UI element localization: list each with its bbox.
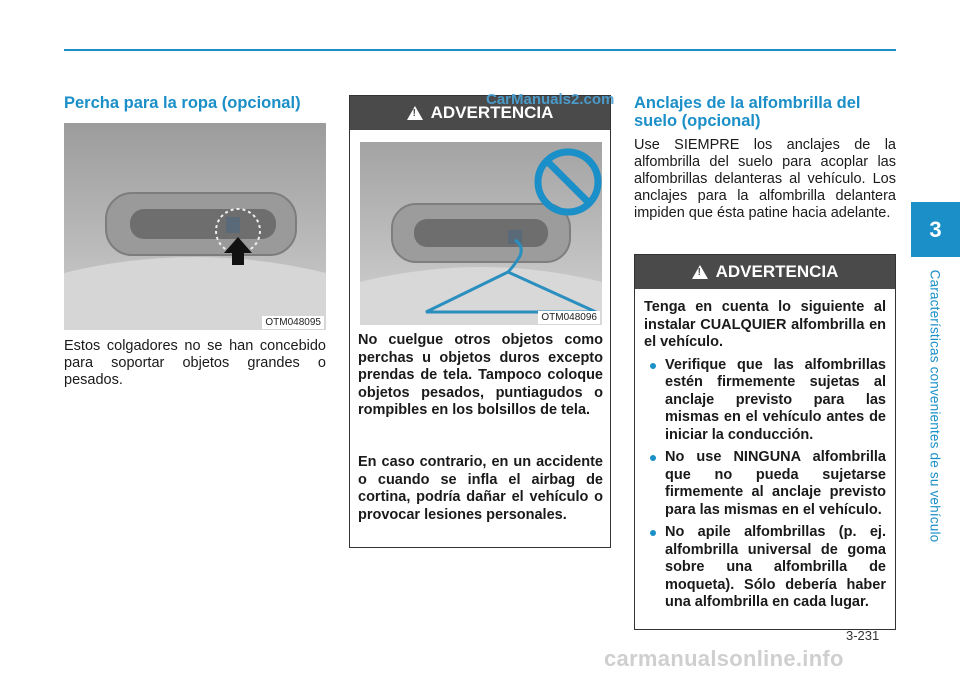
floor-mat-warning-box (634, 254, 896, 630)
list-item (644, 449, 886, 519)
list-item-text: Verifique que las alfombrillas estén firmemente sujetas al anclaje previsto para las mismas en el vehículo antes de iniciar la conducción. (665, 356, 886, 443)
list-item (644, 357, 886, 445)
floor-mat-warning-content (635, 289, 895, 612)
figure-code: OTM048095 (262, 316, 324, 329)
warning-triangle-icon (407, 106, 423, 120)
floor-mat-warning-intro: Tenga en cuenta lo siguiente al instalar CUALQUIER alfombrilla en el vehículo. (644, 299, 886, 350)
warning-header (635, 255, 895, 289)
warning-title: ADVERTENCIA (715, 262, 839, 281)
hook-warning-paragraph-1: No cuelgue otros objetos como perchas u objetos duros excepto prendas de tela. Tampoco coloque objetos pesados, puntiagudos o rompibles en los bolsillos de tela. (358, 332, 603, 418)
hook-warning-paragraph-2: En caso contrario, en un accidente o cuando se infla el airbag de cortina, podría dañar el vehículo o provocar lesiones personales. (358, 454, 603, 523)
top-rule (64, 49, 896, 51)
floor-mat-heading: Anclajes de la alfombrilla del suelo (opcional) (634, 94, 861, 130)
page-number: 3-231 (846, 628, 880, 643)
list-item-text: No use NINGUNA alfombrilla que no pueda sujetarse firmemente al anclaje previsto para las mismas en el vehículo. (665, 449, 886, 518)
warning-triangle-icon (692, 265, 708, 279)
bullet-icon (650, 530, 656, 536)
bullet-icon (650, 363, 656, 369)
coat-hook-photo (64, 123, 326, 330)
hanger-photo (360, 142, 602, 325)
watermark-bottom[interactable]: carmanualsonline.info (604, 646, 844, 671)
floor-mat-body: Use SIEMPRE los anclajes de la alfombrilla del suelo para acoplar las alfombrillas delanteras al vehículo. Los anclajes para la alfombrilla delantera impiden que ésta patine hacia adelante. (634, 137, 896, 221)
chapter-tab[interactable]: 3 (911, 202, 960, 257)
figure-code: OTM048096 (538, 311, 600, 324)
list-item (644, 524, 886, 612)
coat-hook-heading: Percha para la ropa (opcional) (64, 94, 301, 112)
chapter-title: Características convenientes de su vehículo (927, 269, 943, 543)
warning-title: ADVERTENCIA (430, 103, 554, 122)
bullet-icon (650, 455, 656, 461)
floor-mat-warning-list (644, 357, 886, 612)
watermark-top: CarManuals2.com (486, 91, 615, 108)
coat-hook-body: Estos colgadores no se han concebido para soportar objetos grandes o pesados. (64, 338, 326, 388)
list-item-text: No apile alfombrillas (p. ej. alfombrilla universal de goma sobre una alfombrilla de moqueta). Sólo debería haber una alfombrilla en cada lugar. (665, 524, 886, 610)
hook-warning-box (349, 95, 611, 548)
